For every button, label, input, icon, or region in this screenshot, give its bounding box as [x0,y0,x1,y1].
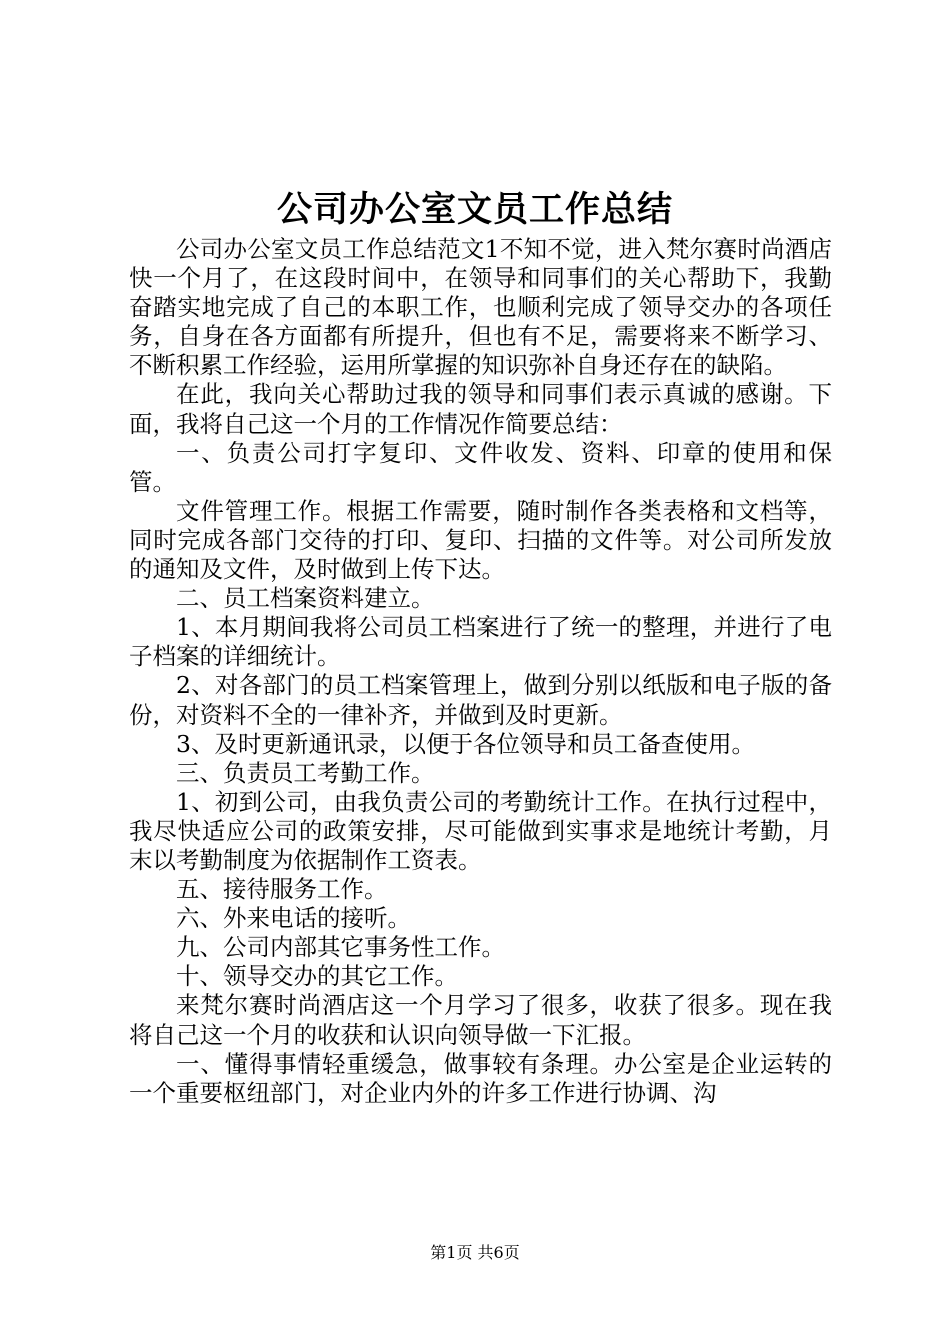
paragraph: 五、接待服务工作。 [176,875,388,904]
paragraph: 一、懂得事情轻重缓急，做事较有条理。办公室是企业运转的一个重要枢纽部门，对企业内外的许多工作进行协调、沟 [129,1049,832,1107]
paragraph: 文件管理工作。根据工作需要，随时制作各类表格和文档等，同时完成各部门交待的打印、复印、扫描的文件等。对公司所发放的通知及文件，及时做到上传下达。 [129,496,832,584]
paragraph: 九、公司内部其它事务性工作。 [176,933,505,962]
paragraph: 一、负责公司打字复印、文件收发、资料、印章的使用和保管。 [129,438,832,496]
paragraph: 十、领导交办的其它工作。 [176,962,458,991]
paragraph: 二、员工档案资料建立。 [176,584,435,613]
paragraph: 1、本月期间我将公司员工档案进行了统一的整理，并进行了电子档案的详细统计。 [129,613,832,671]
paragraph: 三、负责员工考勤工作。 [176,758,435,787]
paragraph: 3、及时更新通讯录，以便于各位领导和员工备查使用。 [176,729,755,758]
paragraph: 来梵尔赛时尚酒店这一个月学习了很多，收获了很多。现在我将自己这一个月的收获和认识向领导做一下汇报。 [129,991,832,1049]
document-title: 公司办公室文员工作总结 [276,189,673,230]
paragraph: 公司办公室文员工作总结范文1不知不觉，进入梵尔赛时尚酒店快一个月了，在这段时间中，在领导和同事们的关心帮助下，我勤奋踏实地完成了自己的本职工作，也顺利完成了领导交办的各项任务，自身在各方面都有所提升，但也有不足，需要将来不断学习、不断积累工作经验，运用所掌握的知识弥补自身还存在的缺陷。 [129,235,832,380]
paragraph: 2、对各部门的员工档案管理上，做到分别以纸版和电子版的备份，对资料不全的一律补齐，并做到及时更新。 [129,671,832,729]
paragraph: 在此，我向关心帮助过我的领导和同事们表示真诚的感谢。下面，我将自己这一个月的工作情况作简要总结： [129,380,832,438]
paragraph: 1、初到公司，由我负责公司的考勤统计工作。在执行过程中，我尽快适应公司的政策安排，尽可能做到实事求是地统计考勤，月末以考勤制度为依据制作工资表。 [129,787,832,874]
document-body [129,235,832,1108]
page-number-footer: 第1页 共6页 [430,1243,520,1262]
paragraph: 六、外来电话的接听。 [176,904,411,933]
